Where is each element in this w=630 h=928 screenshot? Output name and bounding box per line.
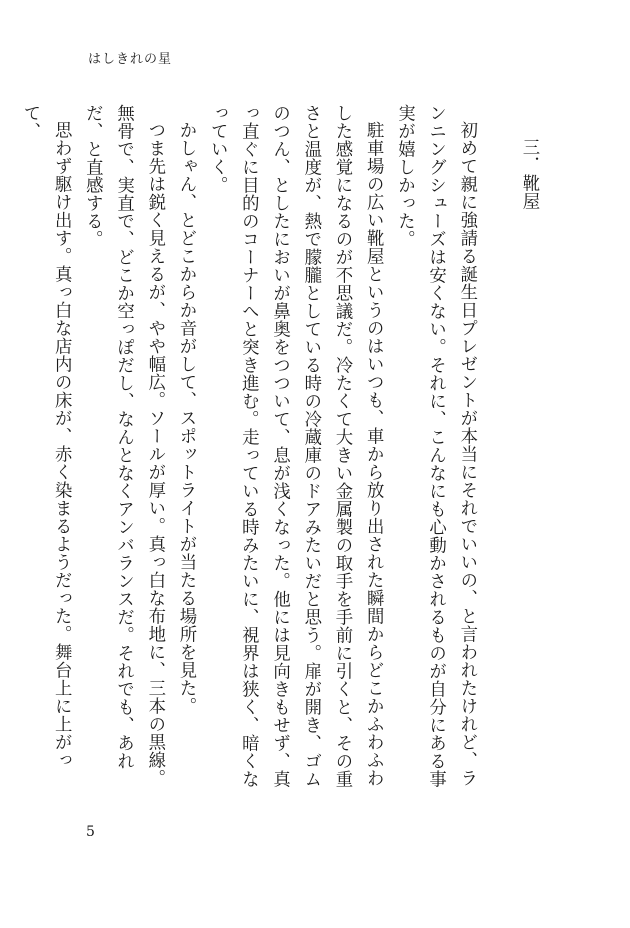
paragraph: かしゃん、とどこからか音がして、スポットライトが当たる場所を見た。 [175, 121, 196, 716]
body-text [14, 104, 544, 804]
chapter-title: 三．靴屋 [519, 138, 539, 210]
paragraph: 初めて親に強請る誕生日プレゼントが本当にそれでいいの、と言われたけれど、ランニングシューズは安くない。それに、こんなにも心動かされるものが自分にある事実が嬉しかった。 [394, 104, 477, 788]
paragraph: 駐車場の広い靴屋というのはいつも、車から放り出された瞬間からどこかふわふわした感覚になるのが不思議だ。冷たくて大きい金属製の取手を手前に引くと、その重さと温度が、熱で朦朧としている時の冷蔵庫のドアみたいだと思う。扉が開き、ゴムのつん、としたにおいが鼻奥をつついて、息が浅くなった。他には見向きもせず、真っ直ぐに目的のコーナーへと突き進む。走っている時みたいに、視界は狭く、暗くなっていく。 [207, 104, 384, 788]
running-header: はしきれの星 [88, 52, 173, 67]
paragraph: 思わず駆け出す。真っ白な店内の床が、赤く染まるようだった。舞台上に上がって、 [19, 104, 72, 770]
paragraph: つま先は鋭く見えるが、やや幅広。ソールが厚い。真っ白な布地に、三本の黒線。無骨で、実直で、どこか空っぽだし、なんとなくアンバランスだ。それでも、あれだ、と直感する。 [82, 104, 165, 788]
page-number: 5 [86, 824, 95, 840]
